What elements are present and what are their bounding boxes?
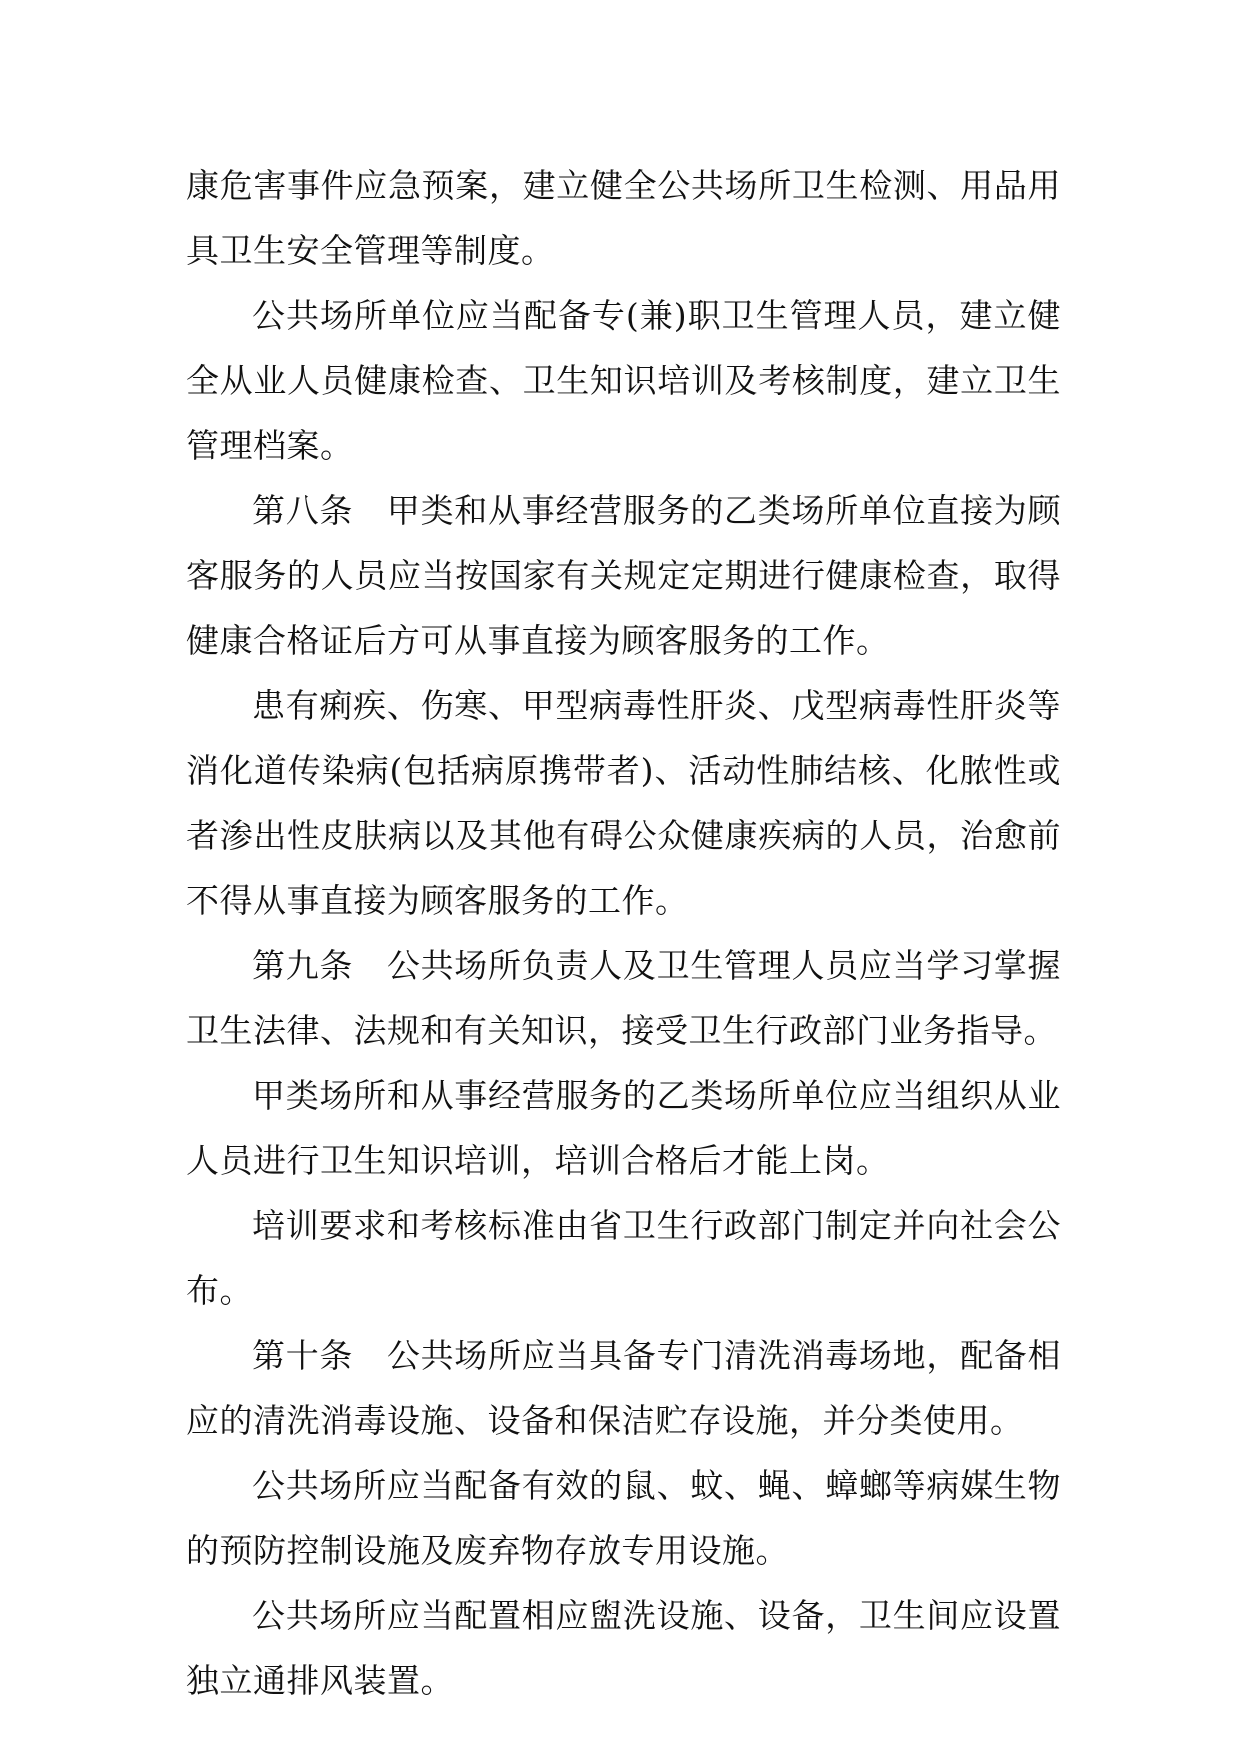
paragraph-disease-restriction: 患有痢疾、伤寒、甲型病毒性肝炎、戊型病毒性肝炎等消化道传染病(包括病原携带者)、活动性肺结核、化脓性或者渗出性皮肤病以及其他有碍公众健康疾病的人员，治愈前不得从事直接为顾客服务的工作。 — [186, 686, 1061, 920]
paragraph-article-8: 第八条 甲类和从事经营服务的乙类场所单位直接为顾客服务的人员应当按国家有关规定定期进行健康检查，取得健康合格证后方可从事直接为顾客服务的工作。 — [186, 491, 1061, 660]
paragraph-continuation: 康危害事件应急预案，建立健全公共场所卫生检测、用品用具卫生安全管理等制度。 — [186, 166, 1061, 270]
paragraph-pest-control: 公共场所应当配备有效的鼠、蚊、蝇、蟑螂等病媒生物的预防控制设施及废弃物存放专用设施。 — [186, 1466, 1061, 1570]
paragraph-training-standards: 培训要求和考核标准由省卫生行政部门制定并向社会公布。 — [186, 1206, 1061, 1310]
paragraph-staff-training: 甲类场所和从事经营服务的乙类场所单位应当组织从业人员进行卫生知识培训，培训合格后才能上岗。 — [186, 1076, 1061, 1180]
paragraph-article-10: 第十条 公共场所应当具备专门清洗消毒场地，配备相应的清洗消毒设施、设备和保洁贮存设施，并分类使用。 — [186, 1336, 1061, 1440]
paragraph-washroom-facilities: 公共场所应当配置相应盥洗设施、设备，卫生间应设置独立通排风装置。 — [186, 1596, 1061, 1700]
document-body — [186, 153, 1061, 1713]
paragraph-health-management-staff: 公共场所单位应当配备专(兼)职卫生管理人员，建立健全从业人员健康检查、卫生知识培训及考核制度，建立卫生管理档案。 — [186, 296, 1061, 465]
paragraph-article-9: 第九条 公共场所负责人及卫生管理人员应当学习掌握卫生法律、法规和有关知识，接受卫生行政部门业务指导。 — [186, 946, 1061, 1050]
